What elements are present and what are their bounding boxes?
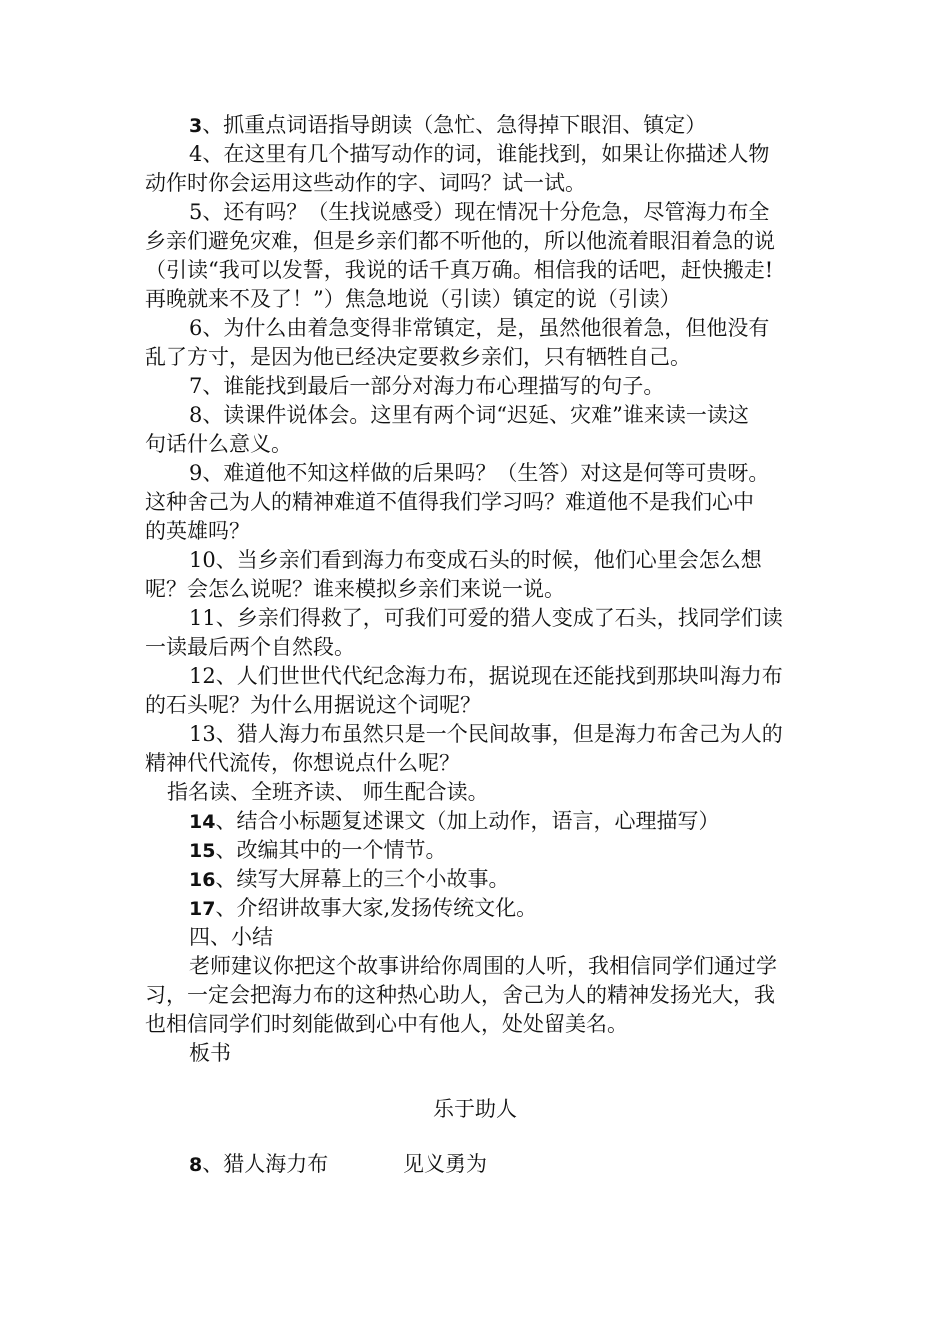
reading-modes: 指名读、全班齐读、 师生配合读。 (167, 780, 489, 804)
item-text: 、结合小标题复述课文（加上动作，语言，心理描写） (215, 809, 720, 833)
item-number: 17 (189, 898, 216, 920)
item-17 (145, 894, 810, 924)
board-left-text: 、猎人海力布 (202, 1152, 329, 1176)
item-12-line2: 的石头呢？为什么用据说这个词呢？ (145, 693, 481, 717)
item-13-line1: 13、猎人海力布虽然只是一个民间故事，但是海力布舍己为人的 (189, 722, 783, 746)
item-5-line2: 乡亲们避免灾难，但是乡亲们都不听他的，所以他流着眼泪着急的说 (145, 229, 775, 253)
item-number: 15 (189, 840, 216, 862)
item-8-line1: 8、读课件说体会。这里有两个词“迟延、灾难”谁来读一读这 (189, 403, 749, 427)
item-4-line1: 4、在这里有几个描写动作的词，谁能找到，如果让你描述人物 (189, 142, 770, 166)
item-15 (145, 836, 810, 866)
item-5-line3: （引读“我可以发誓，我说的话千真万确。相信我的话吧，赶快搬走! (145, 258, 774, 282)
item-9-line1: 9、难道他不知这样做的后果吗？（生答）对这是何等可贵呀。 (189, 461, 770, 485)
item-4-line2: 动作时你会运用这些动作的字、词吗？试一试。 (145, 171, 586, 195)
board-right: 见义勇为 (403, 1152, 487, 1176)
item-5-line1: 5、还有吗？（生找说感受）现在情况十分危急，尽管海力布全 (189, 200, 770, 224)
summary-line1: 老师建议你把这个故事讲给你周围的人听，我相信同学们通过学 (189, 954, 777, 978)
item-10-line2: 呢？会怎么说呢？谁来模拟乡亲们来说一说。 (145, 577, 565, 601)
item-number: 3 (189, 115, 203, 137)
item-9-line3: 的英雄吗？ (145, 519, 250, 543)
item-8-line2: 句话什么意义。 (145, 432, 292, 456)
board-label: 板书 (189, 1041, 231, 1065)
item-number: 14 (189, 811, 216, 833)
item-9-line2: 这种舍己为人的精神难道不值得我们学习吗？难道他不是我们心中 (145, 490, 754, 514)
item-13-line2: 精神代代流传，你想说点什么呢？ (145, 751, 460, 775)
item-3 (145, 111, 810, 141)
item-text: 、改编其中的一个情节。 (215, 838, 447, 862)
item-14 (145, 807, 810, 837)
item-12-line1: 12、人们世世代代纪念海力布，据说现在还能找到那块叫海力布 (189, 664, 783, 688)
section-summary-heading: 四、小结 (189, 925, 273, 949)
item-5-line4: 再晚就来不及了！”）焦急地说（引读）镇定的说（引读） (145, 287, 681, 311)
summary-line3: 也相信同学们时刻能做到心中有他人，处处留美名。 (145, 1012, 628, 1036)
item-6-line1: 6、为什么由着急变得非常镇定，是，虽然他很着急，但他没有 (189, 316, 770, 340)
board-number: 8 (189, 1154, 203, 1176)
item-text: 、抓重点词语指导朗读（急忙、急得掉下眼泪、镇定） (202, 113, 707, 137)
item-10-line1: 10、当乡亲们看到海力布变成石头的时候，他们心里会怎么想 (189, 548, 762, 572)
board-title: 乐于助人 (433, 1097, 517, 1121)
item-16 (145, 865, 810, 895)
item-11-line2: 一读最后两个自然段。 (145, 635, 355, 659)
summary-line2: 习，一定会把海力布的这种热心助人，舍己为人的精神发扬光大，我 (145, 983, 775, 1007)
item-11-line1: 11、乡亲们得救了，可我们可爱的猎人变成了石头，找同学们读 (189, 606, 783, 630)
item-text: 、介绍讲故事大家,发扬传统文化。 (215, 896, 538, 920)
item-6-line2: 乱了方寸，是因为他已经决定要救乡亲们，只有牺牲自己。 (145, 345, 691, 369)
item-text: 、续写大屏幕上的三个小故事。 (215, 867, 510, 891)
item-number: 16 (189, 869, 216, 891)
item-7-line1: 7、谁能找到最后一部分对海力布心理描写的句子。 (189, 374, 665, 398)
